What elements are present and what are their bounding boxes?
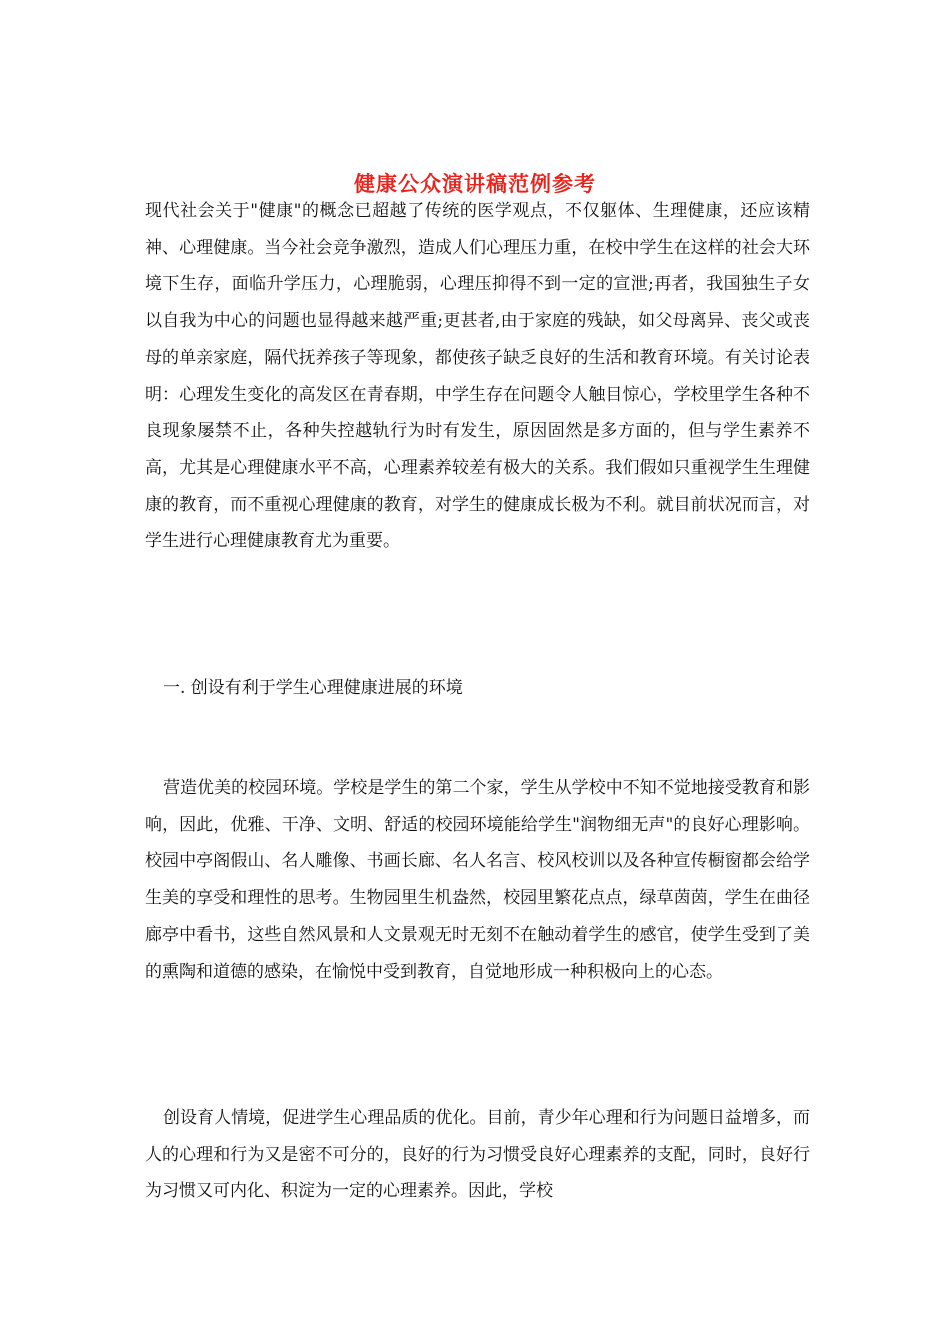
section-paragraph-1: 营造优美的校园环境。学校是学生的第二个家，学生从学校中不知不觉地接受教育和影响，因此，优雅、干净、文明、舒适的校园环境能给学生"润物细无声"的良好心理影响。校园中亭阁假山、名人雕像、书画长廊、名人名言、校风校训以及各种宣传橱窗都会给学生美的享受和理性的思考。生物园里生机盎然，校园里繁花点点，绿草茵茵，学生在曲径廊亭中看书，这些自然风景和人文景观无时无刻不在触动着学生的感官，使学生受到了美的熏陶和道德的感染，在愉悦中受到教育，自觉地形成一种积极向上的心态。 (145, 778, 810, 982)
section-heading: 一. 创设有利于学生心理健康进展的环境 (163, 678, 463, 698)
document-title: 健康公众演讲稿范例参考 (354, 171, 596, 197)
intro-paragraph: 现代社会关于"健康"的概念已超越了传统的医学观点，不仅躯体、生理健康，还应该精神、心理健康。当今社会竞争激烈，造成人们心理压力重，在校中学生在这样的社会大环境下生存，面临升学压力，心理脆弱，心理压抑得不到一定的宣泄;再者，我国独生子女以自我为中心的问题也显得越来越严重;更甚者,由于家庭的残缺，如父母离异、丧父或丧母的单亲家庭，隔代抚养孩子等现象，都使孩子缺乏良好的生活和教育环境。有关讨论表明：心理发生变化的高发区在青春期，中学生存在问题令人触目惊心，学校里学生各种不良现象屡禁不止，各种失控越轨行为时有发生，原因固然是多方面的，但与学生素养不高，尤其是心理健康水平不高，心理素养较差有极大的关系。我们假如只重视学生生理健康的教育，而不重视心理健康的教育，对学生的健康成长极为不利。就目前状况而言，对学生进行心理健康教育尤为重要。 (145, 201, 810, 552)
section-paragraph-2: 创设育人情境，促进学生心理品质的优化。目前，青少年心理和行为问题日益增多，而人的心理和行为又是密不可分的，良好的行为习惯受良好心理素养的支配，同时，良好行为习惯又可内化、积淀为一定的心理素养。因此，学校 (145, 1108, 810, 1202)
